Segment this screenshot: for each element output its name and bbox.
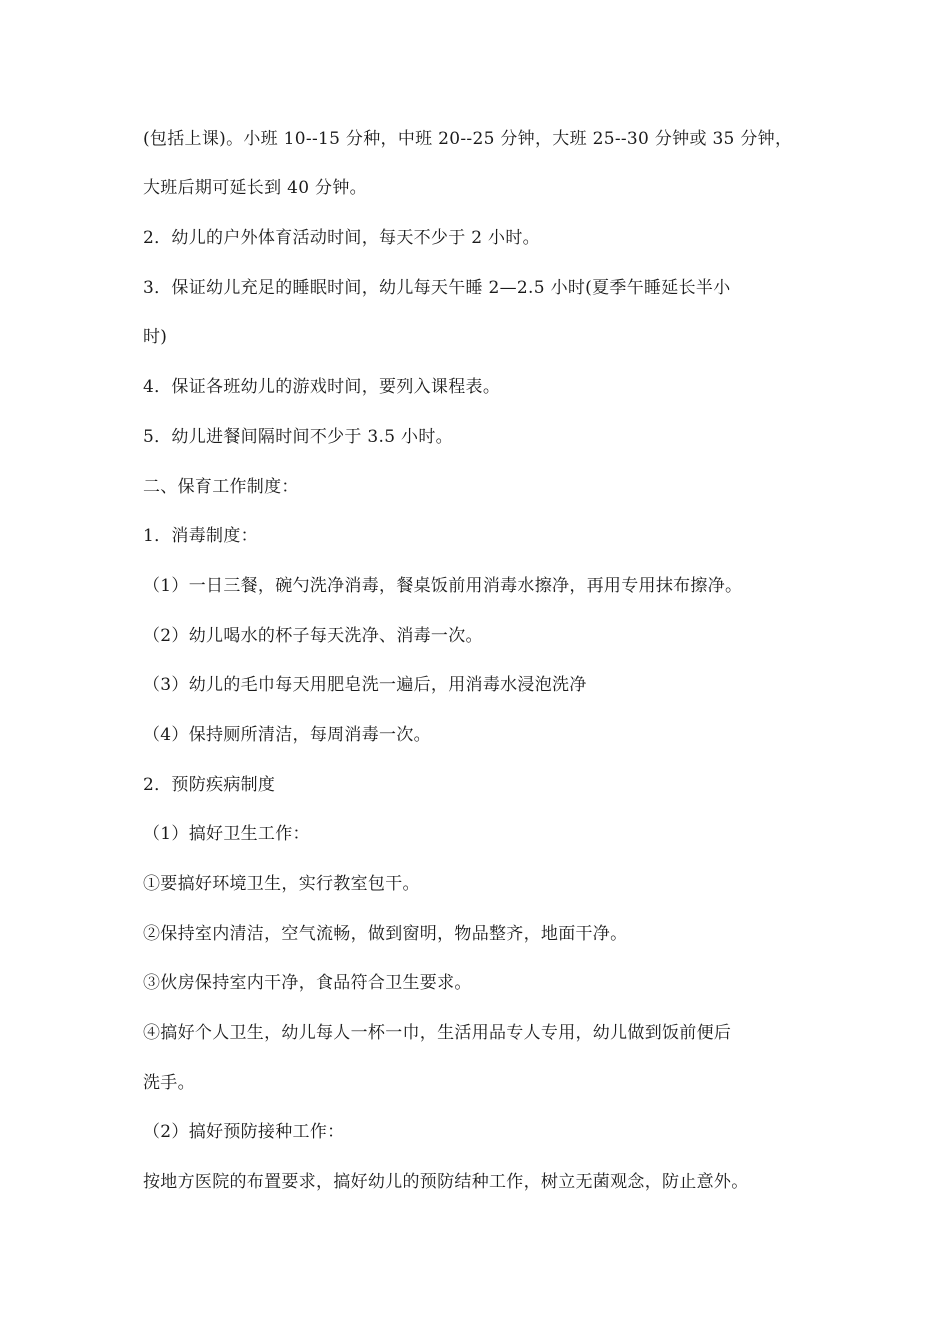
text-line: （1）搞好卫生工作：	[143, 824, 310, 844]
text-line: 按地方医院的布置要求，搞好幼儿的预防结种工作，树立无菌观念，防止意外。	[143, 1172, 749, 1192]
text-line: 洗手。	[143, 1073, 195, 1093]
text-line: （2）搞好预防接种工作：	[143, 1122, 345, 1142]
text-line: 3．保证幼儿充足的睡眠时间，幼儿每天午睡 2—2.5 小时(夏季午睡延长半小	[143, 278, 731, 298]
text-line: 2．幼儿的户外体育活动时间，每天不少于 2 小时。	[143, 228, 540, 248]
text-line: 5．幼儿进餐间隔时间不少于 3.5 小时。	[143, 427, 453, 447]
text-line: ②保持室内清洁，空气流畅，做到窗明，物品整齐，地面干净。	[143, 924, 628, 944]
text-line: ③伙房保持室内干净，食品符合卫生要求。	[143, 973, 472, 993]
text-line: （3）幼儿的毛巾每天用肥皂洗一遍后，用消毒水浸泡洗净	[143, 675, 587, 695]
text-line: （1）一日三餐，碗勺洗净消毒，餐桌饭前用消毒水擦净，再用专用抹布擦净。	[143, 576, 743, 596]
text-line: (包括上课)。小班 10--15 分种，中班 20--25 分钟，大班 25--30 分钟或 35 分钟，	[143, 129, 793, 149]
text-line: ④搞好个人卫生，幼儿每人一杯一巾，生活用品专人专用，幼儿做到饭前便后	[143, 1023, 732, 1043]
text-line: ①要搞好环境卫生，实行教室包干。	[143, 874, 420, 894]
text-line: （2）幼儿喝水的杯子每天洗净、消毒一次。	[143, 626, 483, 646]
text-line: 4．保证各班幼儿的游戏时间，要列入课程表。	[143, 377, 501, 397]
section-heading: 二、保育工作制度：	[143, 477, 299, 497]
text-line: 时)	[143, 327, 168, 347]
text-line: 大班后期可延长到 40 分钟。	[143, 178, 367, 198]
subsection-heading: 2．预防疾病制度	[143, 775, 276, 795]
subsection-heading: 1．消毒制度：	[143, 526, 258, 546]
text-line: （4）保持厕所清洁，每周消毒一次。	[143, 725, 431, 745]
